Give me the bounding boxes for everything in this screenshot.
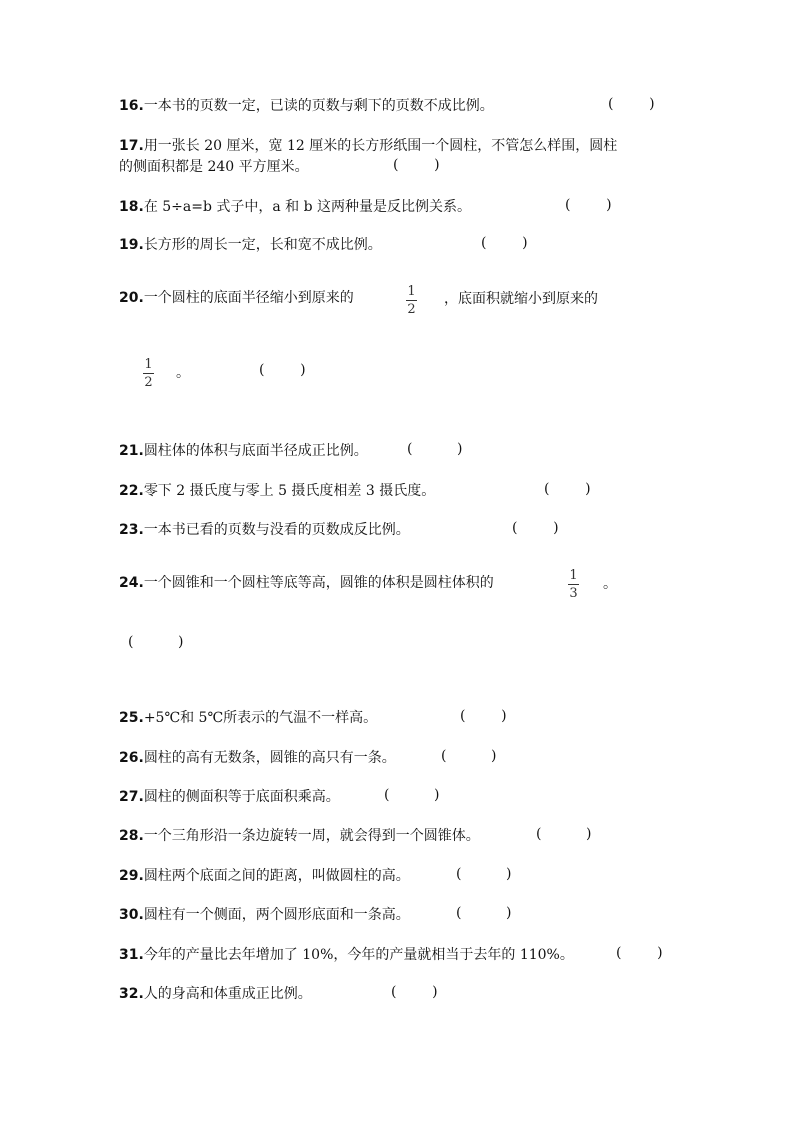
question-number: 25.	[119, 710, 144, 726]
question-17	[119, 136, 617, 156]
answer-paren-17[interactable]: ( )	[393, 157, 440, 173]
answer-paren-21[interactable]: ( )	[407, 441, 463, 457]
question-text-continued: 的侧面积都是 240 平方厘米。	[119, 159, 309, 175]
fraction-numerator: 1	[407, 284, 416, 299]
question-number: 29.	[119, 868, 144, 884]
question-text: 圆柱的侧面积等于底面积乘高。	[143, 789, 340, 805]
answer-paren-20[interactable]: ( )	[259, 362, 306, 378]
question-number: 21.	[119, 443, 144, 459]
fraction-bar	[406, 300, 417, 301]
question-number: 27.	[119, 789, 144, 805]
question-text: 零下 2 摄氏度与零上 5 摄氏度相差 3 摄氏度。	[143, 483, 436, 499]
question-26	[119, 748, 396, 768]
question-24	[119, 573, 494, 593]
question-number: 23.	[119, 522, 144, 538]
answer-paren-24[interactable]: ( )	[128, 634, 184, 650]
question-number: 26.	[119, 750, 144, 766]
question-text: 圆柱两个底面之间的距离，叫做圆柱的高。	[143, 868, 410, 884]
question-text: 圆柱有一个侧面，两个圆形底面和一条高。	[143, 907, 410, 923]
fraction-denominator: 2	[407, 302, 416, 317]
question-text: 人的身高和体重成正比例。	[143, 986, 312, 1002]
answer-paren-22[interactable]: ( )	[544, 481, 591, 497]
question-30	[119, 905, 410, 925]
question-28	[119, 826, 480, 846]
answer-paren-16[interactable]: ( )	[608, 96, 655, 112]
fraction-numerator: 1	[569, 568, 578, 583]
question-21	[119, 441, 368, 461]
answer-paren-31[interactable]: ( )	[616, 945, 663, 961]
question-number: 20.	[119, 290, 144, 306]
answer-paren-27[interactable]: ( )	[384, 787, 440, 803]
question-16	[119, 96, 494, 116]
question-text: 圆柱体的体积与底面半径成正比例。	[143, 443, 368, 459]
period: 。	[176, 365, 190, 381]
question-number: 30.	[119, 907, 144, 923]
answer-paren-19[interactable]: ( )	[481, 235, 528, 251]
question-number: 31.	[119, 947, 144, 963]
question-31	[119, 945, 574, 965]
question-text: 一个圆锥和一个圆柱等底等高，圆锥的体积是圆柱体积的	[143, 575, 494, 591]
question-number: 28.	[119, 828, 144, 844]
fraction-one-third	[568, 568, 579, 601]
answer-paren-26[interactable]: ( )	[441, 748, 497, 764]
question-text: 一个圆柱的底面半径缩小到原来的	[143, 290, 354, 306]
answer-paren-32[interactable]: ( )	[391, 984, 438, 1000]
question-number: 32.	[119, 986, 144, 1002]
fraction-bar	[143, 373, 154, 374]
fraction-one-half-2	[143, 357, 154, 390]
question-19	[119, 235, 382, 255]
question-text: 一本书已看的页数与没看的页数成反比例。	[143, 522, 410, 538]
question-text-part2: ，底面积就缩小到原来的	[444, 291, 598, 307]
question-number: 16.	[119, 98, 144, 114]
question-number: 22.	[119, 483, 144, 499]
question-23	[119, 520, 410, 540]
question-number: 18.	[119, 199, 144, 215]
question-text: 长方形的周长一定，长和宽不成比例。	[143, 237, 382, 253]
period: 。	[603, 576, 617, 592]
question-text: 一本书的页数一定，已读的页数与剩下的页数不成比例。	[143, 98, 494, 114]
question-text: +5℃和 5℃所表示的气温不一样高。	[143, 710, 378, 726]
question-18	[119, 197, 471, 217]
answer-paren-23[interactable]: ( )	[512, 520, 559, 536]
answer-paren-29[interactable]: ( )	[456, 866, 512, 882]
fraction-one-half	[406, 284, 417, 317]
answer-paren-25[interactable]: ( )	[460, 708, 507, 724]
question-20	[119, 288, 354, 308]
question-number: 17.	[119, 138, 144, 154]
question-number: 19.	[119, 237, 144, 253]
question-27	[119, 787, 340, 807]
question-text: 一个三角形沿一条边旋转一周，就会得到一个圆锥体。	[143, 828, 480, 844]
fraction-numerator: 1	[144, 357, 153, 372]
question-25	[119, 708, 377, 728]
fraction-denominator: 2	[144, 375, 153, 390]
question-17-line2	[119, 157, 309, 177]
question-text: 用一张长 20 厘米，宽 12 厘米的长方形纸围一个圆柱，不管怎么样围，圆柱	[143, 138, 618, 154]
fraction-bar	[568, 584, 579, 585]
fraction-denominator: 3	[569, 586, 578, 601]
question-32	[119, 984, 312, 1004]
question-number: 24.	[119, 575, 144, 591]
answer-paren-30[interactable]: ( )	[456, 905, 512, 921]
question-text: 圆柱的高有无数条，圆锥的高只有一条。	[143, 750, 396, 766]
question-text: 在 5÷a=b 式子中，a 和 b 这两种量是反比例关系。	[143, 199, 472, 215]
question-text: 今年的产量比去年增加了 10%，今年的产量就相当于去年的 110%。	[143, 947, 574, 963]
answer-paren-28[interactable]: ( )	[536, 826, 592, 842]
question-22	[119, 481, 435, 501]
answer-paren-18[interactable]: ( )	[565, 197, 612, 213]
question-29	[119, 866, 410, 886]
